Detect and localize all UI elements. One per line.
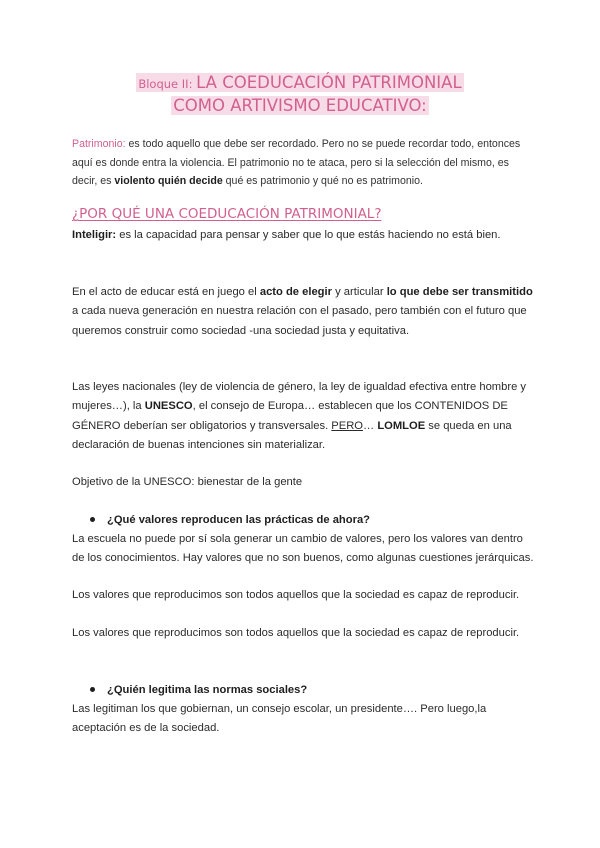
bullet-icon xyxy=(90,517,95,522)
valores-paragraph-2: Los valores que reproducimos son todos aquellos que la sociedad es capaz de reproducir. xyxy=(72,627,520,639)
escuela-paragraph: La escuela no puede por sí sola generar un cambio de valores, pero los valores van dentro de los conocimientos. Hay valores que no son buenos, como algunas cuestiones jerárquicas. xyxy=(72,533,534,565)
leyes-bold1: UNESCO xyxy=(144,400,193,413)
intro-text1: es todo aquello que debe ser recordado. Pero no se puede recordar todo, entonces aquí es donde entra la violencia. El patrimonio no te ataca, pero si la selección del mismo, es decir, es xyxy=(72,138,521,187)
title-prefix: Bloque II: xyxy=(138,77,197,91)
objetivo-paragraph: Objetivo de la UNESCO: bienestar de la gente xyxy=(72,476,303,488)
inteligir-paragraph xyxy=(72,226,534,245)
educar-bold2: lo que debe ser transmitido xyxy=(386,286,533,298)
bullet2-text: ¿Quién legitima las normas sociales? xyxy=(107,684,308,696)
inteligir-term: Inteligir: xyxy=(72,229,117,241)
leyes-underline: PERO xyxy=(331,419,364,432)
educar-text1: En el acto de educar está en juego el xyxy=(72,286,260,298)
bullet1-text: ¿Qué valores reproducen las prácticas de ahora? xyxy=(107,514,371,526)
legitiman-paragraph: Las legitiman los que gobiernan, un consejo escolar, un presidente…. Pero luego,la aceptación es de la sociedad. xyxy=(72,703,487,735)
intro-paragraph xyxy=(72,135,532,191)
intro-term: Patrimonio: xyxy=(72,138,126,150)
title-line1: LA COEDUCACIÓN PATRIMONIAL xyxy=(196,73,462,92)
inteligir-text: es la capacidad para pensar y saber que lo que estás haciendo no está bien. xyxy=(116,229,501,241)
title-line2: COMO ARTIVISMO EDUCATIVO: xyxy=(173,96,427,115)
leyes-text4: se queda en una declaración de buenas intenciones sin materializar. xyxy=(72,419,512,451)
intro-bold: violento quién decide xyxy=(114,175,223,187)
educar-text2: y articular xyxy=(331,286,387,298)
leyes-text2: , el consejo de Europa… establecen que los CONTENIDOS DE GÉNERO deberían ser obligatorios y transversales. xyxy=(72,400,508,432)
educar-paragraph xyxy=(72,283,534,341)
educar-text3: a cada nueva generación en nuestra relación con el pasado, pero también con el futuro que queremos construir como sociedad -una sociedad justa y equitativa. xyxy=(72,305,527,337)
title-line1-highlight xyxy=(136,73,463,92)
leyes-text3: … xyxy=(363,419,378,432)
document-title xyxy=(0,72,600,117)
valores-paragraph-1: Los valores que reproducimos son todos aquellos que la sociedad es capaz de reproducir. xyxy=(72,589,520,601)
section-heading: ¿POR QUÉ UNA COEDUCACIÓN PATRIMONIAL? xyxy=(72,206,382,222)
bullet-item-valores xyxy=(90,511,370,530)
leyes-text1: Las leyes nacionales (ley de violencia de género, la ley de igualdad efectiva entre hombre y mujeres…), la xyxy=(72,381,526,413)
leyes-paragraph xyxy=(72,378,534,455)
educar-bold1: acto de elegir xyxy=(259,286,332,298)
bullet-icon xyxy=(90,687,95,692)
leyes-bold2: LOMLOE xyxy=(377,419,426,432)
bullet-item-legitima xyxy=(90,681,307,700)
intro-text2: qué es patrimonio y qué no es patrimonio. xyxy=(222,175,423,187)
